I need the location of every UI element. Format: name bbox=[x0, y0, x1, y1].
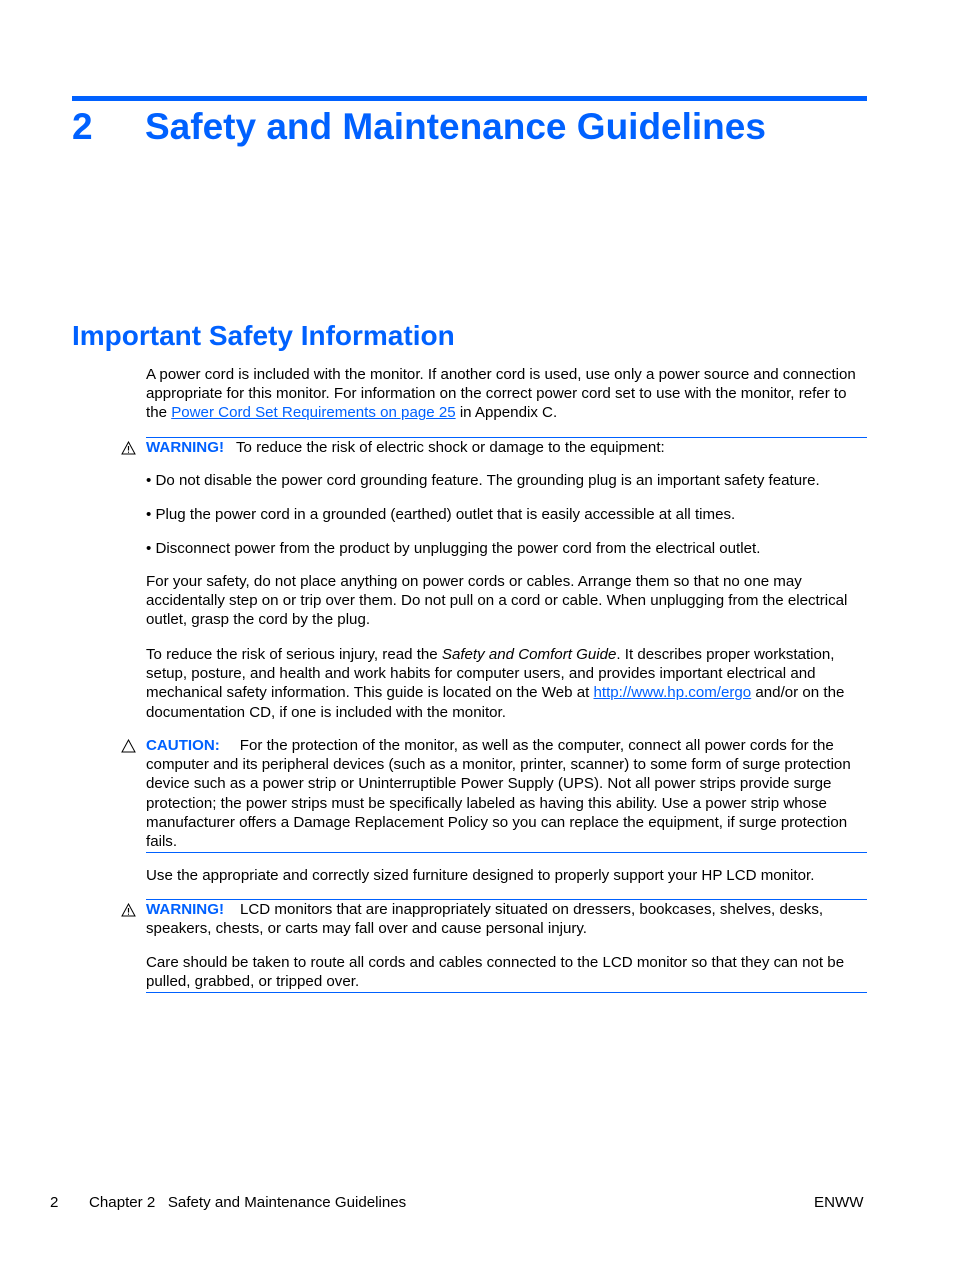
bullet-item-grounding: • Do not disable the power cord grounding feature. The grounding plug is an important safety feature. bbox=[146, 472, 820, 489]
bullet-item-outlet: • Plug the power cord in a grounded (earthed) outlet that is easily accessible at all times. bbox=[146, 506, 736, 523]
guide-title: Safety and Comfort Guide bbox=[441, 646, 617, 663]
footer-code: ENWW bbox=[814, 1194, 864, 1211]
furniture-paragraph: Use the appropriate and correctly sized furniture designed to properly support your HP LCD monitor. bbox=[146, 867, 815, 884]
hp-ergo-link[interactable]: http://www.hp.com/ergo bbox=[593, 684, 752, 702]
warning2-text: LCD monitors that are inappropriately situated on dressers, bookcases, shelves, desks, speakers, chests, or carts may fall over and cause personal injury. bbox=[146, 901, 824, 938]
footer-page-number: 2 bbox=[50, 1194, 59, 1211]
caution-label: CAUTION: bbox=[146, 737, 220, 754]
intro-paragraph: A power cord is included with the monitor. If another cord is used, use only a power source and connection appropriate for this monitor. For information on the correct power cord set to use with the monitor, refer to the Power Cord Set Requirements on page 25 in Appendix C. bbox=[146, 366, 856, 422]
chapter-number: 2 bbox=[72, 106, 93, 147]
warning1-label: WARNING! bbox=[146, 439, 224, 456]
caution-triangle-icon bbox=[121, 739, 136, 753]
section-title: Important Safety Information bbox=[72, 320, 455, 351]
bullet-item-disconnect: • Disconnect power from the product by unplugging the power cord from the electrical outlet. bbox=[146, 540, 761, 557]
caution-text: For the protection of the monitor, as well as the computer, connect all power cords for the computer and its peripheral devices (such as a monitor, printer, scanner) to some form of surge protection device such as a power strip or Uninterruptible Power Supply (UPS). Not all power strips provide surge protection; the power strips must be specifically labeled as having this ability. Use a power strip whose manufacturer offers a Damage Replacement Policy so you can replace the equipment, if surge protection fails. bbox=[146, 737, 851, 851]
warning2-label: WARNING! bbox=[146, 901, 224, 918]
chapter-title: Safety and Maintenance Guidelines bbox=[145, 106, 766, 147]
caution-notice bbox=[146, 736, 868, 851]
warning2-followup: Care should be taken to route all cords and cables connected to the LCD monitor so that they can not be pulled, grabbed, or tripped over. bbox=[146, 954, 845, 991]
power-cord-requirements-link[interactable]: Power Cord Set Requirements on page 25 bbox=[171, 404, 456, 422]
warning-triangle-icon bbox=[121, 441, 136, 455]
warning-triangle-icon bbox=[121, 903, 136, 917]
guide-paragraph: To reduce the risk of serious injury, read the Safety and Comfort Guide. It describes proper workstation, setup, posture, and health and work habits for computer users, and provides important electrical and mechanical safety information. This guide is located on the Web at http://www.hp.com/ergo and/or on the documentation CD, if one is included with the monitor. bbox=[146, 646, 845, 721]
chapter-top-rule bbox=[72, 96, 867, 101]
footer-chapter-label: Chapter 2 Safety and Maintenance Guidelines bbox=[89, 1194, 407, 1211]
warning1-text: To reduce the risk of electric shock or damage to the equipment: bbox=[235, 439, 665, 456]
warning2-notice bbox=[146, 900, 868, 938]
safety-paragraph: For your safety, do not place anything on power cords or cables. Arrange them so that no one may accidentally step on or trip over them. Do not pull on a cord or cable. When unplugging from the electrical outlet, grasp the cord by the plug. bbox=[146, 573, 848, 629]
warning1-notice bbox=[146, 438, 868, 457]
caution-bottom-rule bbox=[146, 852, 867, 853]
warning2-bottom-rule bbox=[146, 992, 867, 993]
